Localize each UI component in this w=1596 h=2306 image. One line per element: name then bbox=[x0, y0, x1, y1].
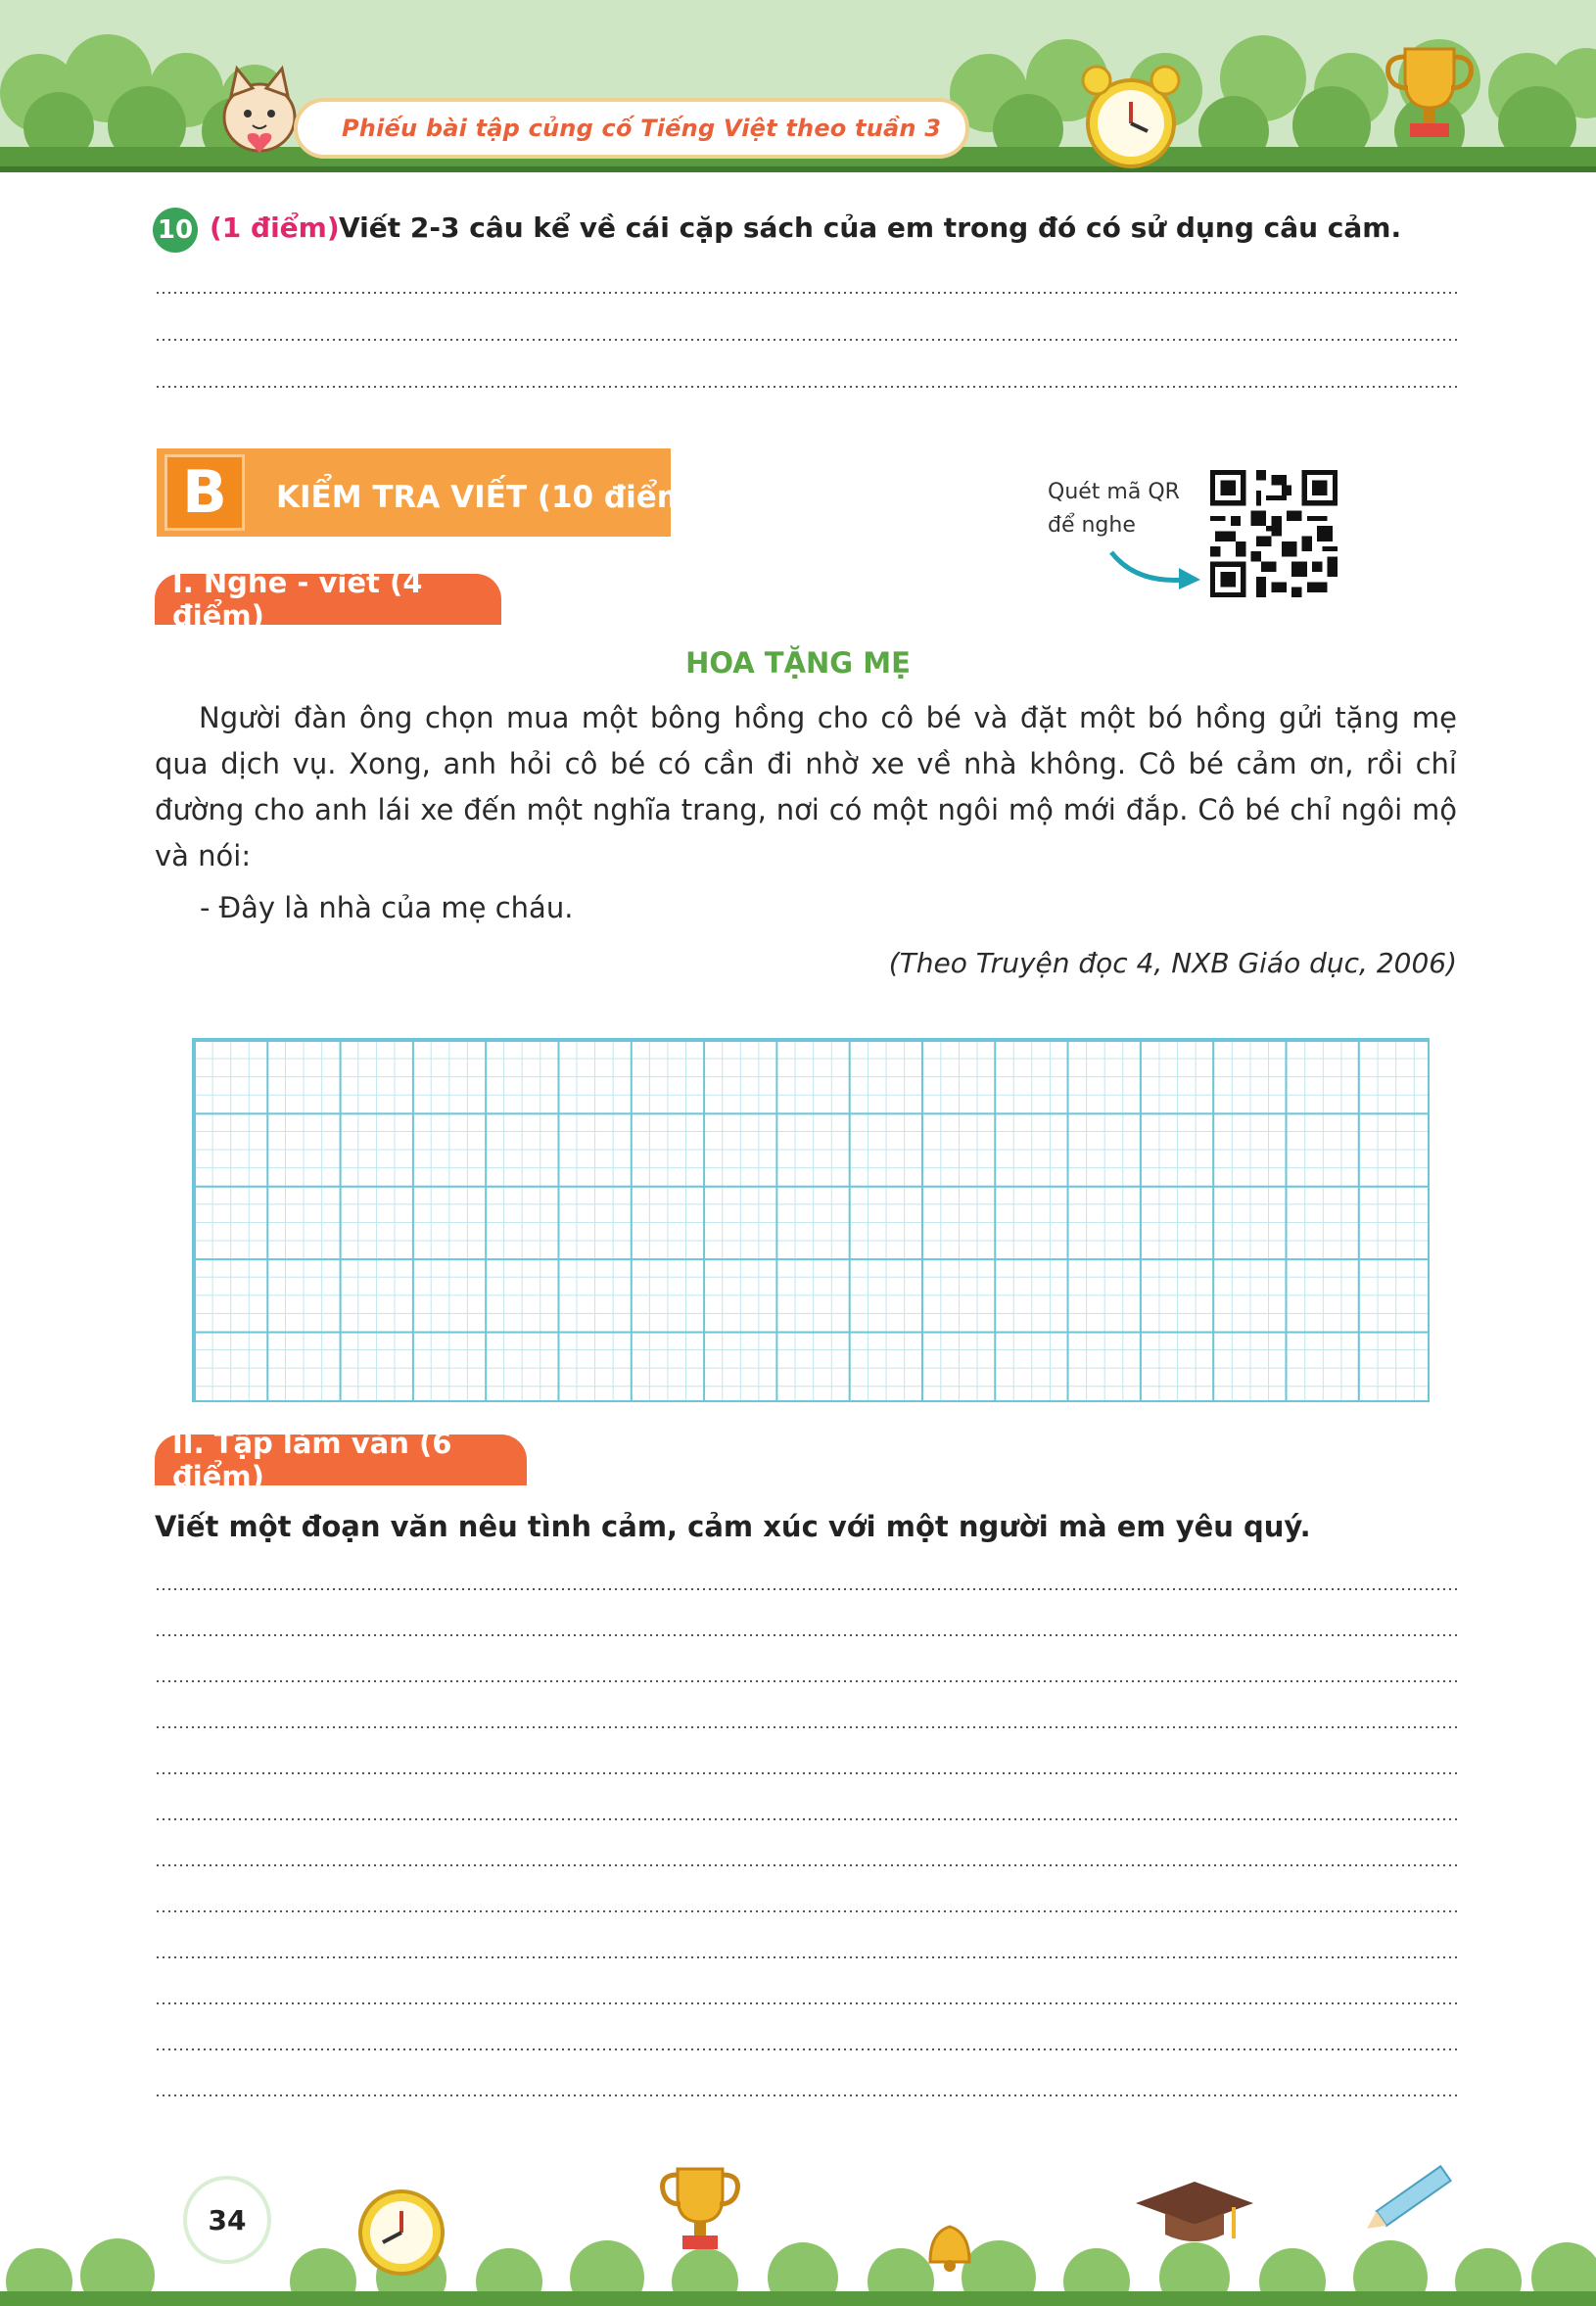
answer-line[interactable] bbox=[155, 2048, 1457, 2050]
question-text: Viết 2-3 câu kể về cái cặp sách của em trong đó có sử dụng câu cảm. bbox=[339, 212, 1402, 244]
alarm-clock-icon bbox=[1077, 59, 1185, 172]
part-1-tab: I. Nghe - viết (4 điểm) bbox=[155, 574, 501, 625]
answer-line[interactable] bbox=[155, 1818, 1457, 1820]
answer-line[interactable] bbox=[155, 1588, 1457, 1590]
trophy-icon bbox=[1381, 39, 1479, 147]
answer-line[interactable] bbox=[155, 339, 1457, 341]
section-letter: B bbox=[182, 458, 227, 527]
story-title: HOA TẶNG MẸ bbox=[685, 646, 911, 680]
arrow-icon bbox=[1106, 544, 1204, 593]
story-source: (Theo Truyện đọc 4, NXB Giáo dục, 2006) bbox=[888, 947, 1457, 979]
page-number: 34 bbox=[208, 2203, 247, 2236]
qr-label-line1: Quét mã QR bbox=[1048, 480, 1180, 504]
title-pill bbox=[294, 98, 969, 159]
question-points: (1 điểm) bbox=[210, 212, 340, 244]
essay-prompt: Viết một đoạn văn nêu tình cảm, cảm xúc với một người mà em yêu quý. bbox=[155, 1510, 1311, 1543]
header-banner bbox=[0, 0, 1596, 172]
answer-line[interactable] bbox=[155, 1772, 1457, 1774]
worksheet-title: Phiếu bài tập củng cố Tiếng Việt theo tuần 3 bbox=[342, 115, 942, 142]
answer-line[interactable] bbox=[155, 2002, 1457, 2004]
section-letter-box bbox=[164, 454, 245, 531]
qr-code-icon[interactable] bbox=[1210, 470, 1338, 597]
answer-line[interactable] bbox=[155, 2094, 1457, 2096]
answer-line[interactable] bbox=[155, 1726, 1457, 1728]
section-title: KIỂM TRA VIẾT (10 điểm) bbox=[276, 480, 703, 515]
story-paragraph: Người đàn ông chọn mua một bông hồng cho cô bé và đặt một bó hồng gửi tặng mẹ qua dịch vụ. Xong, anh hỏi cô bé có cần đi nhờ xe về nhà không. Cô bé cảm ơn, rồi chỉ đường cho anh lái xe đến một nghĩa trang, nơi có một ngôi mộ mới đắp. Cô bé chỉ ngôi mộ và nói: bbox=[155, 701, 1457, 872]
answer-line[interactable] bbox=[155, 386, 1457, 388]
page-number-badge bbox=[183, 2176, 271, 2264]
part-2-tab: II. Tập làm văn (6 điểm) bbox=[155, 1435, 527, 1485]
answer-line[interactable] bbox=[155, 1956, 1457, 1958]
answer-line[interactable] bbox=[155, 1680, 1457, 1682]
answer-line[interactable] bbox=[155, 1864, 1457, 1866]
answer-line[interactable] bbox=[155, 1910, 1457, 1912]
story-dialog: - Đây là nhà của mẹ cháu. bbox=[200, 891, 574, 924]
qr-label bbox=[1048, 476, 1180, 542]
handwriting-grid[interactable] bbox=[192, 1038, 1430, 1402]
answer-line[interactable] bbox=[155, 292, 1457, 294]
qr-label-line2: để nghe bbox=[1048, 513, 1136, 538]
answer-line[interactable] bbox=[155, 1634, 1457, 1636]
question-number-badge: 10 bbox=[153, 208, 198, 253]
cat-mascot-icon bbox=[215, 59, 304, 157]
